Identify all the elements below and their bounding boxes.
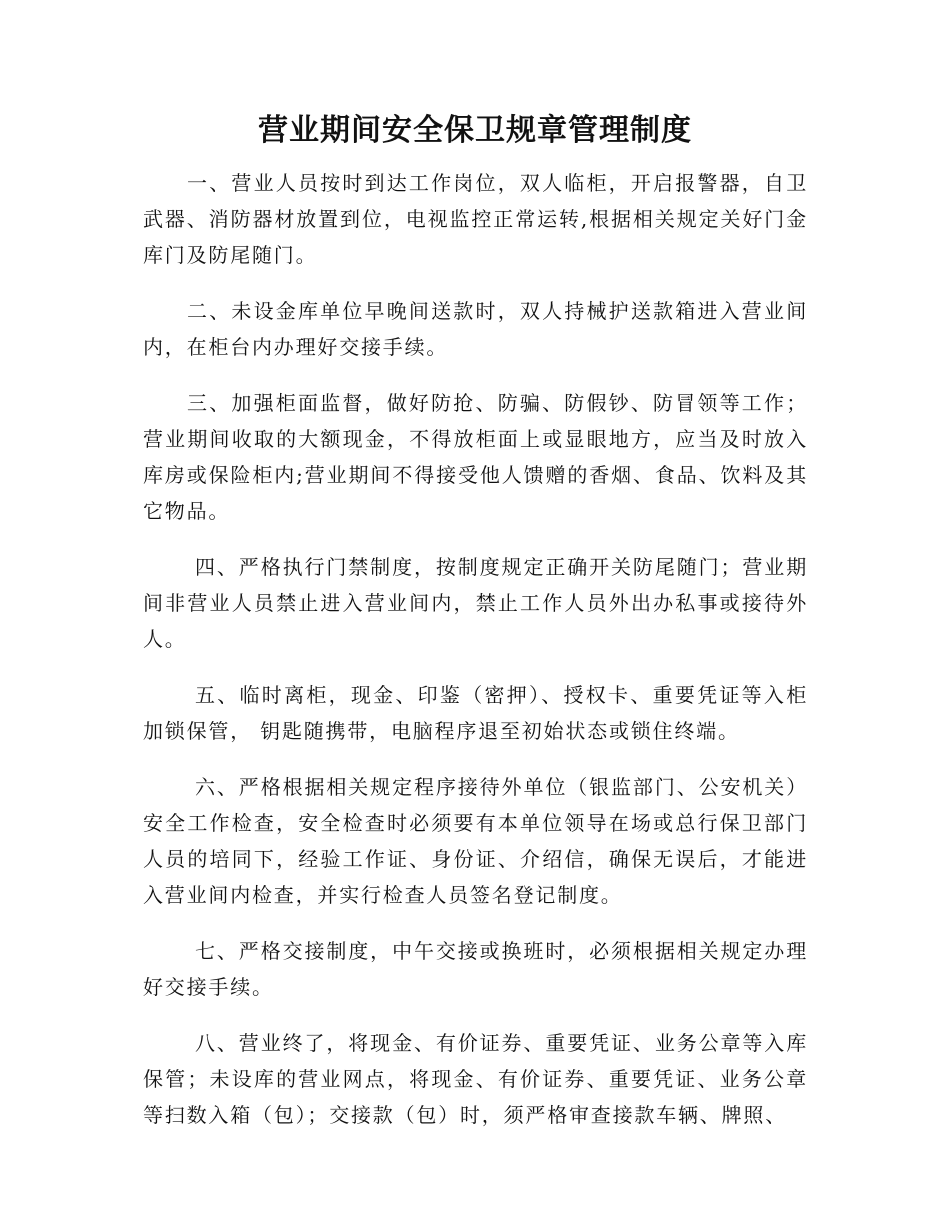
paragraph-1: 一、营业人员按时到达工作岗位，双人临柜，开启报警器，自卫武器、消防器材放置到位，电视监控正常运转,根据相关规定关好门金库门及防尾随门。 xyxy=(143,171,808,267)
paragraph-2: 二、未设金库单位早晚间送款时，双人持械护送款箱进入营业间内，在柜台内办理好交接手续。 xyxy=(143,299,808,359)
paragraph-7: 七、严格交接制度，中午交接或换班时，必须根据相关规定办理好交接手续。 xyxy=(143,939,808,999)
paragraph-6: 六、严格根据相关规定程序接待外单位（银监部门、公安机关）安全工作检查，安全检查时必须要有本单位领导在场或总行保卫部门人员的培同下，经验工作证、身份证、介绍信，确保无误后，才能进入营业间内检查，并实行检查人员签名登记制度。 xyxy=(143,775,808,907)
paragraph-3: 三、加强柜面监督，做好防抢、防骗、防假钞、防冒领等工作；营业期间收取的大额现金，不得放柜面上或显眼地方，应当及时放入库房或保险柜内;营业期间不得接受他人馈赠的香烟、食品、饮料及其它物品。 xyxy=(143,391,808,523)
paragraph-5: 五、临时离柜，现金、印鉴（密押）、授权卡、重要凭证等入柜加锁保管， 钥匙随携带，电脑程序退至初始状态或锁住终端。 xyxy=(143,683,808,743)
paragraph-8: 八、营业终了，将现金、有价证券、重要凭证、业务公章等入库保管；未设库的营业网点，将现金、有价证券、重要凭证、业务公章等扫数入箱（包）；交接款（包）时，须严格审查接款车辆、牌照、 xyxy=(143,1031,808,1127)
document-title: 营业期间安全保卫规章管理制度 xyxy=(258,113,692,148)
paragraph-4: 四、严格执行门禁制度，按制度规定正确开关防尾随门；营业期间非营业人员禁止进入营业间内，禁止工作人员外出办私事或接待外人。 xyxy=(143,555,808,651)
document-body xyxy=(143,165,808,1153)
